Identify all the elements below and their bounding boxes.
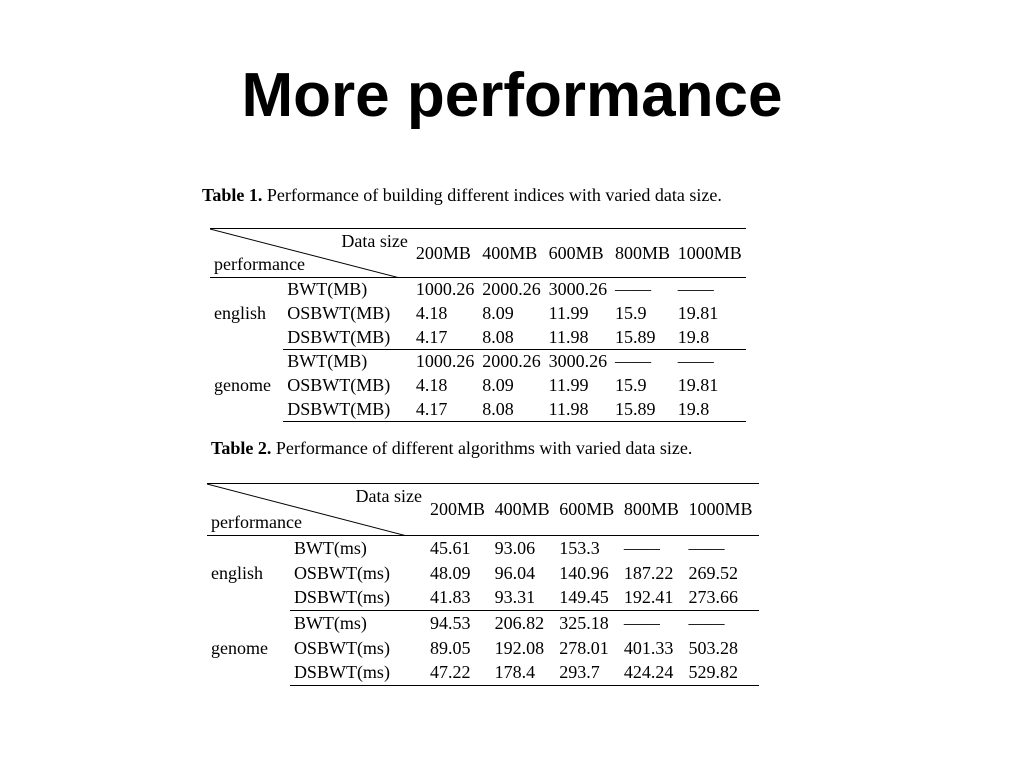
table-1-caption-label: Table 1. xyxy=(202,185,263,205)
table-cell: 293.7 xyxy=(555,661,620,686)
table-cell: 424.24 xyxy=(620,661,685,686)
table-cell: 153.3 xyxy=(559,537,600,558)
metric-label: BWT(MB) xyxy=(287,279,368,300)
table-2-caption xyxy=(211,437,692,459)
table-row xyxy=(207,561,759,586)
column-header: 400MB xyxy=(478,229,544,278)
table-row xyxy=(210,326,746,350)
metric-label: BWT(ms) xyxy=(293,612,367,633)
metric-label: DSBWT(ms) xyxy=(290,661,426,686)
column-header: 1000MB xyxy=(674,229,746,278)
table-cell: —— xyxy=(688,537,725,558)
table-row xyxy=(210,278,746,302)
table-cell: 1000.26 xyxy=(415,351,475,372)
column-header: 200MB xyxy=(426,484,491,536)
table-row xyxy=(210,302,746,326)
table-cell: 41.83 xyxy=(426,586,491,611)
table-cell: 206.82 xyxy=(494,612,545,633)
table-cell: 1000.26 xyxy=(415,279,475,300)
table-row xyxy=(210,398,746,422)
metric-label: BWT(MB) xyxy=(287,351,368,372)
table-cell: 15.89 xyxy=(611,398,674,422)
table-cell: 8.08 xyxy=(478,326,544,350)
column-header: 1000MB xyxy=(684,484,759,536)
table-cell: 15.9 xyxy=(615,375,647,395)
table-cell: 401.33 xyxy=(623,637,674,658)
column-header: 600MB xyxy=(555,484,620,536)
table-cell: —— xyxy=(677,279,714,300)
table-cell: 278.01 xyxy=(559,637,609,658)
performance-label: performance xyxy=(211,512,302,532)
table-cell: 19.8 xyxy=(674,326,746,350)
data-size-label: Data size xyxy=(341,231,408,251)
table-1-caption-text: Performance of building different indices with varied data size. xyxy=(266,185,722,205)
table-cell: 187.22 xyxy=(623,562,674,583)
table-cell: 3000.26 xyxy=(548,351,608,372)
table-row xyxy=(207,586,759,611)
metric-label: DSBWT(MB) xyxy=(283,398,412,422)
table-cell: 93.06 xyxy=(494,537,536,558)
table-cell: 8.09 xyxy=(482,375,514,395)
table-cell: 11.99 xyxy=(548,303,589,323)
table-cell: 93.31 xyxy=(491,586,556,611)
table-cell: 192.41 xyxy=(620,586,685,611)
group-label: genome xyxy=(211,637,268,658)
table-cell: 8.08 xyxy=(478,398,544,422)
table-cell: —— xyxy=(677,351,714,372)
table-cell: 89.05 xyxy=(429,637,471,658)
group-label: genome xyxy=(214,375,271,395)
table-row xyxy=(207,536,759,561)
table-cell: 15.9 xyxy=(615,303,647,323)
table-cell: 45.61 xyxy=(429,537,471,558)
table-cell: 140.96 xyxy=(559,562,609,583)
table-2-caption-text: Performance of different algorithms with varied data size. xyxy=(275,438,693,458)
table-cell: 325.18 xyxy=(559,612,609,633)
table-cell: —— xyxy=(623,612,660,633)
table-cell: 19.81 xyxy=(677,303,719,323)
performance-label: performance xyxy=(214,254,305,274)
metric-label: DSBWT(MB) xyxy=(283,326,412,350)
table-1-caption xyxy=(202,184,722,206)
column-header: 200MB xyxy=(412,229,478,278)
table-cell: 94.53 xyxy=(429,612,471,633)
table-cell: 19.8 xyxy=(674,398,746,422)
table-cell: 4.18 xyxy=(415,303,448,323)
table-cell: —— xyxy=(688,612,725,633)
table-cell: —— xyxy=(623,537,660,558)
table-cell: 269.52 xyxy=(688,562,738,583)
table-cell: 96.04 xyxy=(494,562,536,583)
slide-title: More performance xyxy=(241,61,783,130)
table-cell: 47.22 xyxy=(426,661,491,686)
table-row xyxy=(207,661,759,686)
table-row xyxy=(207,636,759,661)
group-label: english xyxy=(214,303,266,324)
table-cell: 11.98 xyxy=(545,398,611,422)
table-cell: 11.99 xyxy=(548,375,589,395)
table-2 xyxy=(207,483,759,686)
table-cell: 19.81 xyxy=(677,375,719,395)
table-cell: 3000.26 xyxy=(548,279,608,300)
table-2-caption-label: Table 2. xyxy=(211,438,272,458)
table-cell: 503.28 xyxy=(688,637,738,658)
table-cell: 8.09 xyxy=(482,303,514,323)
table-1-corner-cell xyxy=(210,229,412,278)
table-row xyxy=(210,350,746,374)
column-header: 400MB xyxy=(491,484,556,536)
table-row xyxy=(207,611,759,636)
table-cell: 178.4 xyxy=(491,661,556,686)
table-cell: 273.66 xyxy=(684,586,759,611)
table-2-corner-cell xyxy=(207,484,426,536)
table-cell: —— xyxy=(615,351,652,372)
metric-label: BWT(ms) xyxy=(293,537,367,558)
table-row xyxy=(210,374,746,398)
table-cell: 4.18 xyxy=(415,375,448,395)
metric-label: DSBWT(ms) xyxy=(290,586,426,611)
metric-label: OSBWT(MB) xyxy=(287,375,391,395)
table-cell: 2000.26 xyxy=(482,279,541,300)
table-cell: 2000.26 xyxy=(482,351,541,372)
metric-label: OSBWT(MB) xyxy=(287,303,391,323)
table-cell: 11.98 xyxy=(545,326,611,350)
table-cell: 4.17 xyxy=(412,398,478,422)
group-label: english xyxy=(211,562,263,583)
table-cell: —— xyxy=(615,279,652,300)
column-header: 800MB xyxy=(620,484,685,536)
table-cell: 149.45 xyxy=(555,586,620,611)
table-1 xyxy=(210,228,746,422)
table-1-header-row xyxy=(210,229,746,278)
metric-label: OSBWT(ms) xyxy=(293,562,390,583)
metric-label: OSBWT(ms) xyxy=(293,637,390,658)
table-cell: 15.89 xyxy=(611,326,674,350)
column-header: 600MB xyxy=(545,229,611,278)
table-cell: 192.08 xyxy=(494,637,545,658)
table-cell: 4.17 xyxy=(412,326,478,350)
table-cell: 529.82 xyxy=(684,661,759,686)
data-size-label: Data size xyxy=(355,486,422,506)
table-2-header-row xyxy=(207,484,759,536)
column-header: 800MB xyxy=(611,229,674,278)
table-cell: 48.09 xyxy=(429,562,471,583)
